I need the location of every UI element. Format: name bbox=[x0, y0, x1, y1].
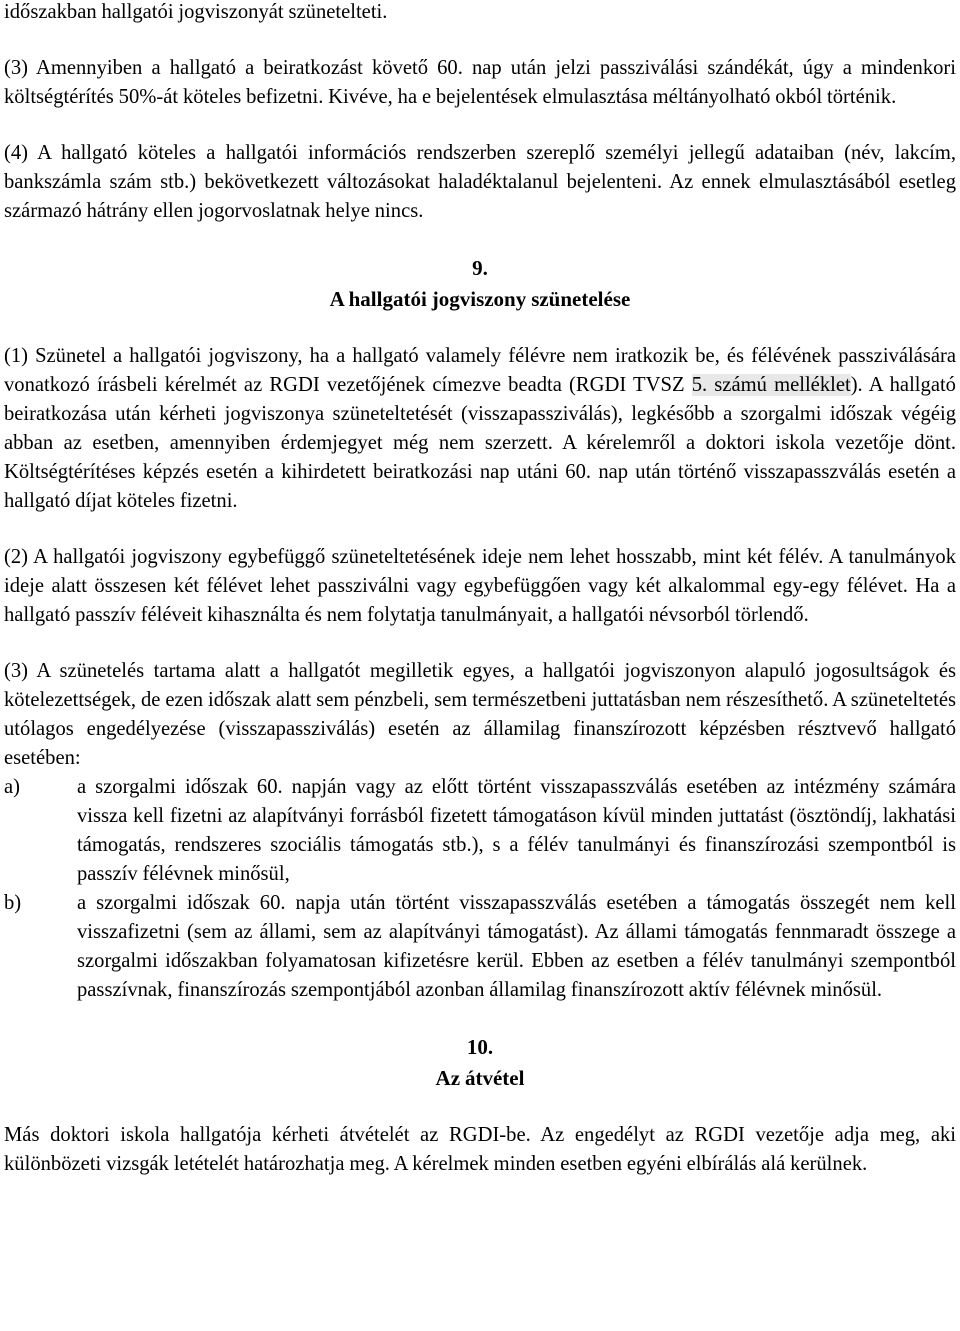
section-10-paragraph-1: Más doktori iskola hallgatója kérheti átvételét az RGDI-be. Az engedélyt az RGDI vezetője adja meg, aki különbözeti vizsgák letételét határozhatja meg. A kérelmek minden esetben egyéni elbírálás alá kerülnek. bbox=[4, 1124, 956, 1175]
list-item-text: a szorgalmi időszak 60. napján vagy az előtt történt visszapasszválás esetében az intézmény számára vissza kell fizetni az alapítványi forrásból fizetett támogatáson kívül minden juttatást (ösztöndíj, lakhatási támogatás, rendszeres szociális támogatás stb.), s a félév tanulmányi és finanszírozási szempontból is passzív félévnek minősül, bbox=[77, 776, 956, 885]
section-9-paragraph-1 bbox=[4, 342, 956, 516]
paragraph-text: (1) Szünetel a hallgatói jogviszony, ha a hallgató valamely félévre nem iratkozik be, és félévének passziválására vonatkozó írásbeli kérelmét az RGDI vezetőjének címezve beadta (RGDI TVSZ bbox=[4, 345, 956, 396]
list-item-text: a szorgalmi időszak 60. napja után történt visszapasszválás esetében a támogatás összegét nem kell visszafizetni (sem az állami, sem az alapítványi támogatást). Az állami támogatás fennmaradt összege a szorgalmi időszakban folyamatosan kifizetésre kerül. Ebben az esetben a félév tanulmányi szempontból passzívnak, finanszírozás szempontjából azonban államilag finanszírozott aktív félévnek minősül. bbox=[77, 892, 956, 1001]
section-9-paragraph-3: (3) A szünetelés tartama alatt a hallgatót megilletik egyes, a hallgatói jogviszonyon alapuló jogosultságok és kötelezettségek, de ezen időszak alatt sem pénzbeli, sem természetbeni juttatásban nem részesíthető. A szüneteltetés utólagos engedélyezése (visszapassziválás) esetén az államilag finanszírozott képzésben résztvevő hallgató esetében: bbox=[4, 660, 956, 769]
document-page bbox=[4, 0, 956, 1179]
section-9-list bbox=[4, 773, 956, 1005]
paragraph-text: ). A hallgató beiratkozása után kérheti jogviszonya szüneteltetését (visszapassziválás), legkésőbb a szorgalmi időszak végéig abban az esetben, amennyiben érdemjegyet még nem szerzett. A kérelemről a doktori iskola vezetője dönt. Költségtérítéses képzés esetén a kihirdetett beiratkozási nap utáni 60. nap után történő visszapasszválás esetén a hallgató díjat köteles fizetni. bbox=[4, 374, 956, 512]
section-number: 9. bbox=[472, 256, 488, 280]
list-item bbox=[4, 773, 956, 889]
section-10-heading bbox=[4, 1032, 956, 1094]
paragraph-continuation: időszakban hallgatói jogviszonyát szünetelteti. bbox=[4, 1, 388, 23]
section-title: A hallgatói jogviszony szünetelése bbox=[329, 287, 631, 311]
paragraph-3: (3) Amennyiben a hallgató a beiratkozást követő 60. nap után jelzi passziválási szándékát, úgy a mindenkori költségtérítés 50%-át köteles befizetni. Kivéve, ha e bejelentések elmulasztása méltányolható okból történik. bbox=[4, 57, 956, 108]
section-9-heading bbox=[4, 253, 956, 315]
list-item bbox=[4, 889, 956, 1005]
list-marker: a) bbox=[4, 776, 20, 798]
section-title: Az átvétel bbox=[435, 1066, 525, 1090]
section-number: 10. bbox=[466, 1035, 494, 1059]
section-9-paragraph-2: (2) A hallgatói jogviszony egybefüggő szüneteltetésének ideje nem lehet hosszabb, mint két félév. A tanulmányok ideje alatt összesen két félévet lehet passziválni vagy egybefüggően vagy két alkalommal egy-egy félévet. Ha a hallgató passzív féléveit kihasználta és nem folytatja tanulmányait, a hallgatói névsorból törlendő. bbox=[4, 546, 956, 626]
paragraph-4: (4) A hallgató köteles a hallgatói információs rendszerben szereplő személyi jellegű adataiban (név, lakcím, bankszámla szám stb.) bekövetkezett változásokat haladéktalanul bejelenteni. Az ennek elmulasztásából esetleg származó hátrány ellen jogorvoslatnak helye nincs. bbox=[4, 142, 956, 222]
list-marker: b) bbox=[4, 892, 22, 914]
highlighted-reference: 5. számú melléklet bbox=[691, 374, 851, 396]
